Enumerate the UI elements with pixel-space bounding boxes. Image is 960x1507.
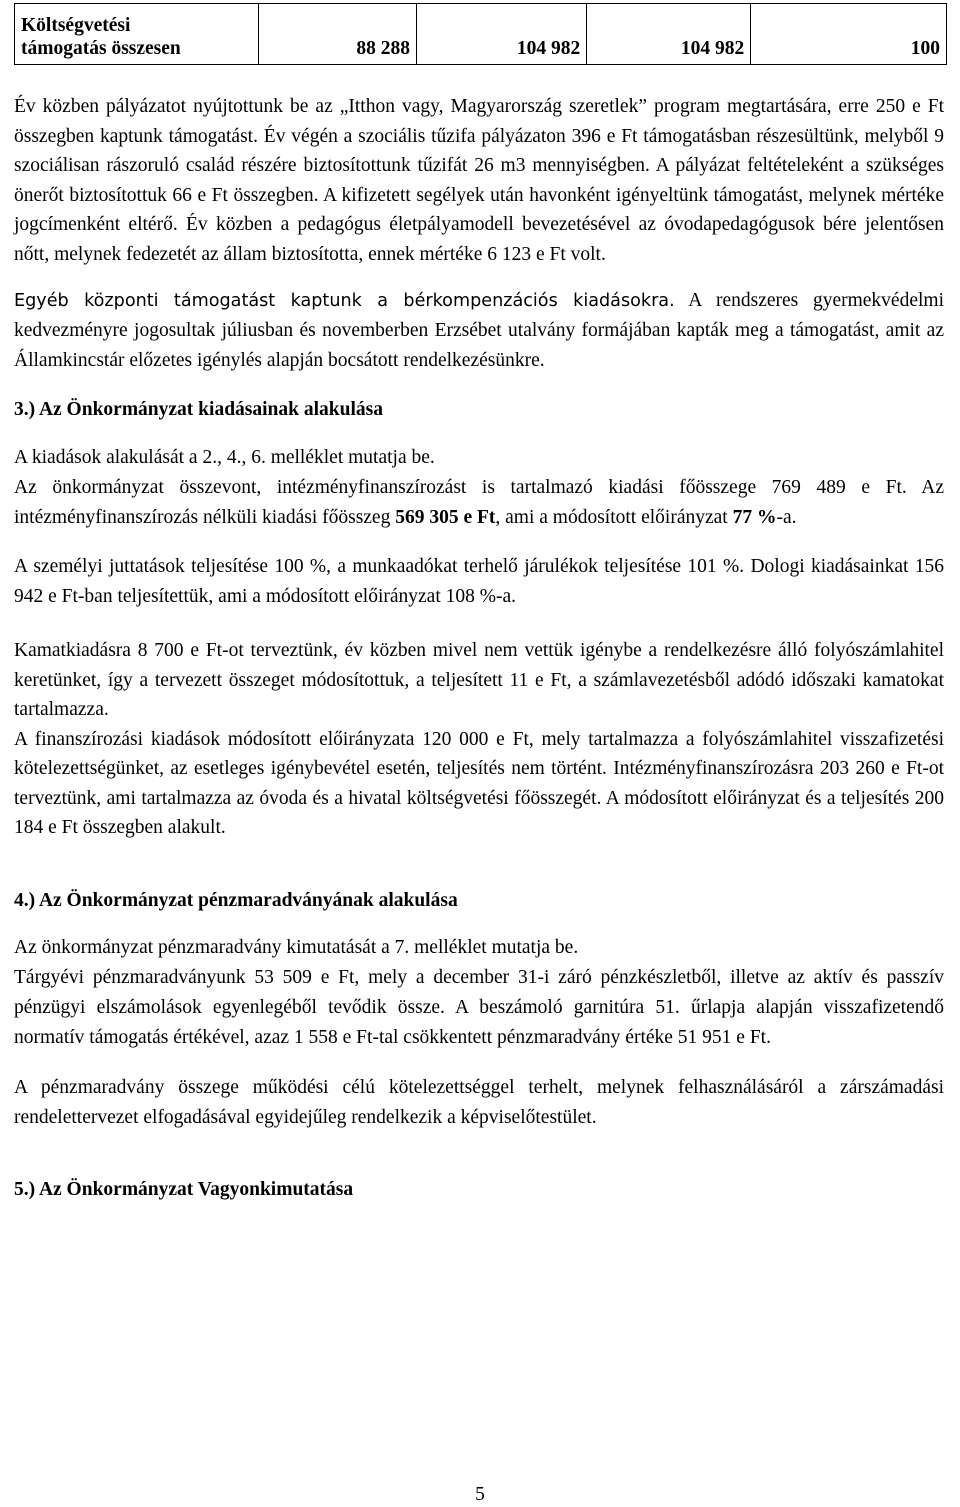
section4-heading-text: Az Önkormányzat pénzmaradványának alakulása <box>38 889 458 911</box>
summary-label-line1: Költségvetési <box>21 15 131 36</box>
section3-p2-start: Az önkormányzat összevont, intézményfinanszírozást is tartalmazó kiadási főösszege 769 489 e Ft. Az intézményfinanszírozás nélküli kiadási főösszeg <box>14 477 944 528</box>
table-row <box>15 4 947 65</box>
summary-value-3: 104 982 <box>587 4 751 65</box>
section2-p1-part2: Év közben a pedagógus életpályamodell bevezetésével az óvodapedagógusok bére jelentősen nőtt, melynek fedezetét az állam biztosította, ennek mértéke 6 123 e Ft volt. <box>14 214 945 265</box>
summary-value-4: 100 <box>751 4 947 65</box>
section5-heading-text: Az Önkormányzat Vagyonkimutatása <box>38 1178 354 1200</box>
section3-heading <box>14 395 944 424</box>
section2-p2-part2: A rendszeres gyermekvédelmi kedvezményre jogosultak júliusban és novemberben Erzsébet utalvány formájában kapták meg a támogatást, amit az Államkincstár előzetes igénylés alapján bocsátott rendelkezésünkre. <box>14 290 944 371</box>
document-page <box>14 0 944 1204</box>
section3-paragraph-4: Kamatkiadásra 8 700 e Ft-ot terveztünk, év közben mivel nem vettük igénybe a rendelkezésre álló folyószámlahitel keretünket, így a tervezett összeget módosítottuk, a teljesített 11 e Ft, a számlavezetésből adódó időszaki kamatokat tartalmazza. <box>14 640 944 720</box>
section2-p2-part1: Egyéb központi támogatást kaptunk a bérkompenzációs kiadásokra. <box>14 291 675 311</box>
summary-table <box>14 3 947 65</box>
section3-p2-mid: , ami a módosított előirányzat <box>495 507 733 528</box>
section3-heading-text: Az Önkormányzat kiadásainak alakulása <box>38 399 383 420</box>
section3-paragraph-5: A finanszírozási kiadások módosított előirányzata 120 000 e Ft, mely tartalmazza a folyószámlahitel visszafizetési kötelezettségünket, az esetleges igénybevétel esetén, teljesítés nem történt. Intézményfinanszírozásra 203 260 e Ft-ot terveztünk, ami tartalmazza az óvoda és a hivatal költségvetési főösszegét. A módosított előirányzat és a teljesítés 200 184 e Ft összegben alakult. <box>14 728 944 838</box>
section4-paragraph-1: Az önkormányzat pénzmaradvány kimutatását a 7. melléklet mutatja be. <box>14 936 579 958</box>
summary-label-line2: támogatás összesen <box>21 38 181 59</box>
section3-p2-end: -a. <box>776 507 797 528</box>
section5-heading <box>14 1175 944 1204</box>
section3-p2-bold-amount: 569 305 e Ft <box>395 507 496 528</box>
section4-paragraph-3: A pénzmaradvány összege működési célú kötelezettséggel terhelt, melynek felhasználásáról a zárszámadási rendelettervezet elfogadásával egyidejűleg rendelkezik a képviselőtestület. <box>14 1076 944 1128</box>
section4-heading-number: 4.) <box>14 889 36 911</box>
summary-value-1: 88 288 <box>259 4 417 65</box>
page-number: 5 <box>475 1484 485 1505</box>
section5-heading-number: 5.) <box>14 1178 36 1200</box>
summary-value-2: 104 982 <box>416 4 586 65</box>
section3-heading-number: 3.) <box>14 399 36 420</box>
section4-heading <box>14 886 944 915</box>
section3-paragraph-2 <box>14 473 944 533</box>
summary-label-cell <box>15 4 259 65</box>
section2-paragraph-2 <box>14 286 944 376</box>
section3-paragraph-1: A kiadások alakulását a 2., 4., 6. melléklet mutatja be. <box>14 447 435 468</box>
section3-p2-bold-percent: 77 % <box>732 507 777 528</box>
section3-paragraph-3: A személyi juttatások teljesítése 100 %, a munkaadókat terhelő járulékok teljesítése 101 %. Dologi kiadásainkat 156 942 e Ft-ban teljesítettük, ami a módosított előirányzat 108 %-a. <box>14 556 944 607</box>
section2-paragraph-1 <box>14 92 944 269</box>
section2-p1-part1: Év közben pályázatot nyújtottunk be az „Itthon vagy, Magyarország szeretlek” program megtartására, erre 250 e Ft összegben kaptunk támogatást. Év végén a szociális tűzifa pályázaton 396 e Ft támogatásban részesültünk, melyből 9 szociálisan rászoruló család részére biztosítottunk tűzifát 26 m3 mennyiségben. A pályázat feltételeként a szükséges önerőt biztosítottuk 66 e Ft összegben. A kifizetett segélyek után havonként igényeltünk támogatást, melynek mértéke jogcímenként eltérő. <box>14 96 944 235</box>
section4-paragraph-2: Tárgyévi pénzmaradványunk 53 509 e Ft, mely a december 31-i záró pénzkészletből, illetve az aktív és passzív pénzügyi elszámolások egyenlegéből tevődik össze. A beszámoló garnitúra 51. űrlapja alapján visszafizetendő normatív támogatás értékével, azaz 1 558 e Ft-tal csökkentett pénzmaradvány értéke 51 951 e Ft. <box>14 966 944 1048</box>
